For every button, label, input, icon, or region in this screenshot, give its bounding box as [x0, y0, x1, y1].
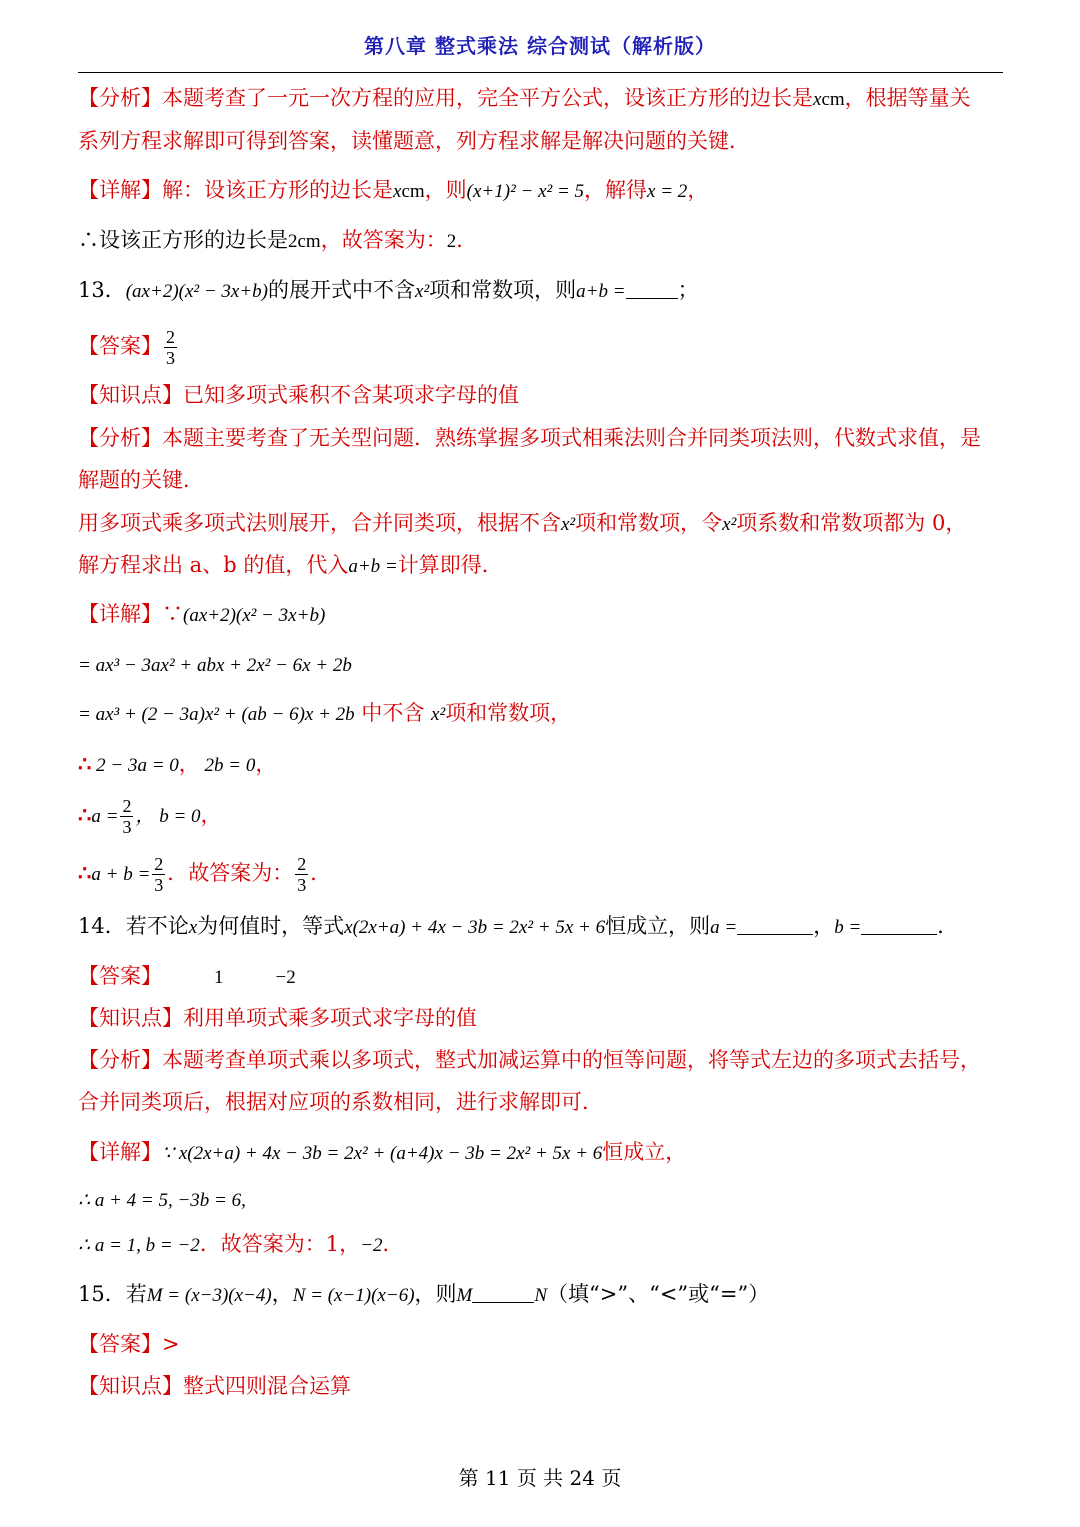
- q13-x-squared: x²: [415, 281, 430, 302]
- q13-step2-x2: x²: [431, 704, 446, 725]
- q13-step1: = ax³ − 3ax² + abx + 2x² − 6x + 2b: [78, 655, 352, 676]
- q13-number: 13．: [78, 278, 126, 302]
- q13-analysis-3c: 项系数和常数项都为 0，: [736, 511, 967, 535]
- q14-text-3: 恒成立，则: [605, 914, 711, 938]
- q15-M-definition: M = (x−3)(x−4): [146, 1285, 272, 1306]
- q13-analysis-line3: [78, 510, 966, 538]
- q14-b-blank: [861, 914, 937, 935]
- q14-step1: ∴ a + 4 = 5, −3b = 6,: [78, 1190, 246, 1211]
- q14-step2: ∴ a = 1, b = −2: [78, 1235, 200, 1256]
- q14-answer-2: −2: [275, 967, 296, 988]
- q15-question: [78, 1281, 769, 1309]
- q14-text-2: 为何值时，等式: [197, 914, 345, 938]
- q13-step3-end: ，: [255, 752, 277, 776]
- q12-detail-text-3: ，解得: [584, 178, 648, 202]
- q13-detail-line: [78, 601, 325, 629]
- q14-analysis-line1: 【分析】本题考查单项式乘以多项式，整式加减运算中的恒等问题，将等式左边的多项式去括号，: [78, 1048, 981, 1072]
- q13-a-plus-b: a+b =: [576, 281, 626, 302]
- q15-N-definition: N = (x−1)(x−6): [292, 1285, 415, 1306]
- q15-text-3: （填“>”、“<”或“=”）: [547, 1282, 770, 1306]
- q14-question: [78, 913, 958, 941]
- q13-step5-therefore: ∴: [78, 860, 92, 885]
- q13-step5-a: a + b =: [91, 864, 151, 885]
- q13-analysis-3a: 用多项式乘多项式法则展开，合并同类项，根据不含: [78, 511, 561, 535]
- q12-conclusion-line: [78, 227, 477, 255]
- q13-answer-fraction: [164, 328, 177, 367]
- q14-detail-label: 【详解】: [78, 1140, 162, 1164]
- q13-step5-line: [78, 855, 331, 894]
- q13-analysis-x2-b: x²: [722, 514, 737, 535]
- q12-conclusion-text: ∴设该正方形的边长是: [78, 228, 288, 252]
- q13-step4-fraction: [120, 797, 133, 836]
- q14-sep: ，: [813, 914, 835, 938]
- q14-detail-expression: ∵ x(2x+a) + 4x − 3b = 2x² + (a+4)x − 3b = 2x² + 5x + 6: [162, 1143, 603, 1164]
- q13-step4-a: a =: [91, 806, 119, 827]
- q13-step2-line: [78, 700, 571, 728]
- q15-answer-label: 【答案】: [78, 1332, 162, 1356]
- q13-step3-line: [78, 751, 276, 779]
- q14-answer-label: 【答案】: [78, 964, 162, 988]
- q13-step5-numerator-2: 2: [297, 854, 307, 874]
- q13-step2: = ax³ + (2 − 3a)x² + (ab − 6)x + 2b: [78, 704, 355, 725]
- q13-step2-text-b: 项和常数项，: [445, 701, 572, 725]
- q14-analysis-line2: 合并同类项后，根据对应项的系数相同，进行求解即可．: [78, 1090, 603, 1114]
- q15-N: N: [534, 1285, 548, 1306]
- q13-step5-fraction-2: [295, 855, 308, 894]
- q15-text-1: 若: [125, 1282, 147, 1306]
- header-divider: [78, 72, 1003, 73]
- q13-analysis-line1: 【分析】本题主要考查了无关型问题．熟练掌握多项式相乘法则合并同类项法则，代数式求值，是: [78, 426, 981, 450]
- q12-detail-var: x: [393, 181, 402, 202]
- q13-step3-therefore: ∴: [78, 751, 92, 776]
- q15-M: M: [456, 1285, 473, 1306]
- q15-answer-line: [78, 1331, 180, 1357]
- q12-detail-line: [78, 177, 708, 205]
- q13-analysis-x2: x²: [561, 514, 576, 535]
- q13-step3-eq2: 2b = 0: [199, 755, 256, 776]
- q14-step2-text: ．故答案为：1，: [199, 1232, 361, 1256]
- q13-step4-b: ， b = 0: [135, 806, 201, 827]
- q15-answer-blank: [472, 1282, 534, 1303]
- q14-step2-value: −2: [360, 1235, 383, 1256]
- q14-knowledge: 【知识点】利用单项式乘多项式求字母的值: [78, 1006, 477, 1030]
- q14-number: 14．: [78, 914, 126, 938]
- q13-analysis-ab: a+b =: [348, 556, 398, 577]
- q13-step4-denominator: 3: [122, 817, 132, 837]
- q15-text-2: ，则: [414, 1282, 457, 1306]
- q14-equation: x(2x+a) + 4x − 3b = 2x² + 5x + 6: [344, 917, 606, 938]
- q12-conclusion-answer: 2: [446, 231, 457, 252]
- q14-b-label: b =: [834, 917, 862, 938]
- q12-detail-equation: (x+1)² − x² = 5: [466, 181, 585, 202]
- q14-detail-text: 恒成立，: [602, 1140, 687, 1164]
- q13-step4-numerator: 2: [122, 796, 132, 816]
- q13-answer-line: [78, 328, 179, 367]
- q12-analysis-var: x: [813, 89, 822, 110]
- page-footer: 第 11 页 共 24 页: [458, 1466, 622, 1490]
- q13-step5-text: ．故答案为：: [167, 861, 294, 885]
- q13-step5-denominator: 3: [154, 875, 164, 895]
- q12-detail-text: 【详解】解：设该正方形的边长是: [78, 178, 393, 202]
- page-header-title: 第八章 整式乘法 综合测试（解析版）: [364, 34, 716, 58]
- q14-answer-line: [78, 963, 296, 991]
- q15-sep: ，: [271, 1282, 293, 1306]
- q14-end: ．: [937, 914, 959, 938]
- q13-step4-line: [78, 797, 222, 836]
- q14-a-label: a =: [710, 917, 738, 938]
- q13-step5-numerator: 2: [154, 854, 164, 874]
- q13-answer-denominator: 3: [166, 348, 175, 368]
- q15-answer: >: [162, 1332, 180, 1356]
- q13-analysis-4b: 计算即得．: [397, 553, 503, 577]
- q13-detail-expression: (ax+2)(x² − 3x+b): [183, 605, 326, 626]
- q13-text-3: ；: [677, 278, 699, 302]
- q13-detail-label: 【详解】∵: [78, 602, 183, 626]
- q14-answer-1: 1: [214, 967, 224, 988]
- q13-step5-denominator-2: 3: [297, 875, 307, 895]
- q13-step5-end: ．: [310, 861, 332, 885]
- q13-step3-eq1: 2 − 3a = 0: [91, 755, 179, 776]
- q12-analysis-text-2: ，根据等量关: [844, 86, 971, 110]
- q14-text-1: 若不论: [125, 914, 189, 938]
- q12-analysis-text: 【分析】本题考查了一元一次方程的应用，完全平方公式，设该正方形的边长是: [78, 86, 813, 110]
- q13-step2-text-a: 中不含: [354, 701, 432, 725]
- q12-conclusion-text-2: ，故答案为：: [320, 228, 447, 252]
- q12-conclusion-end: ．: [456, 228, 478, 252]
- q13-text-1: 的展开式中不含: [268, 278, 416, 302]
- q13-answer-blank: [626, 278, 678, 299]
- q13-analysis-3b: 项和常数项，令: [575, 511, 723, 535]
- q13-analysis-4a: 解方程求出 a、b 的值，代入: [78, 553, 349, 577]
- q13-analysis-line2: 解题的关键．: [78, 468, 204, 492]
- q14-step2-line: [78, 1231, 404, 1259]
- q12-analysis-unit: cm: [821, 89, 845, 110]
- q13-expression: (ax+2)(x² − 3x+b): [125, 281, 269, 302]
- q13-question: [78, 277, 699, 305]
- q14-detail-line: [78, 1139, 686, 1167]
- q12-analysis-line2: 系列方程求解即可得到答案，读懂题意，列方程求解是解决问题的关键．: [78, 129, 750, 153]
- q13-analysis-line4: [78, 552, 503, 580]
- q14-x: x: [188, 917, 198, 938]
- q12-detail-solution: x = 2: [647, 181, 688, 202]
- q13-knowledge: 【知识点】已知多项式乘积不含某项求字母的值: [78, 383, 519, 407]
- q13-step5-fraction: [152, 855, 165, 894]
- q13-answer-label: 【答案】: [78, 334, 162, 358]
- q13-step4-end: ，: [200, 803, 222, 827]
- q12-detail-text-2: ，则: [424, 178, 467, 202]
- q13-text-2: 项和常数项，则: [429, 278, 577, 302]
- q14-step2-end: ．: [382, 1232, 404, 1256]
- q12-detail-text-4: ，: [687, 178, 709, 202]
- q14-a-blank: [737, 914, 813, 935]
- q15-number: 15．: [78, 1282, 126, 1306]
- q12-conclusion-value: 2cm: [288, 231, 321, 252]
- q13-step4-therefore: ∴: [78, 802, 92, 827]
- q12-detail-unit: cm: [401, 181, 425, 202]
- q13-answer-numerator: 2: [166, 327, 175, 347]
- q13-step3-sep: ，: [178, 752, 200, 776]
- q12-analysis-line1: [78, 85, 971, 113]
- q15-knowledge: 【知识点】整式四则混合运算: [78, 1374, 351, 1398]
